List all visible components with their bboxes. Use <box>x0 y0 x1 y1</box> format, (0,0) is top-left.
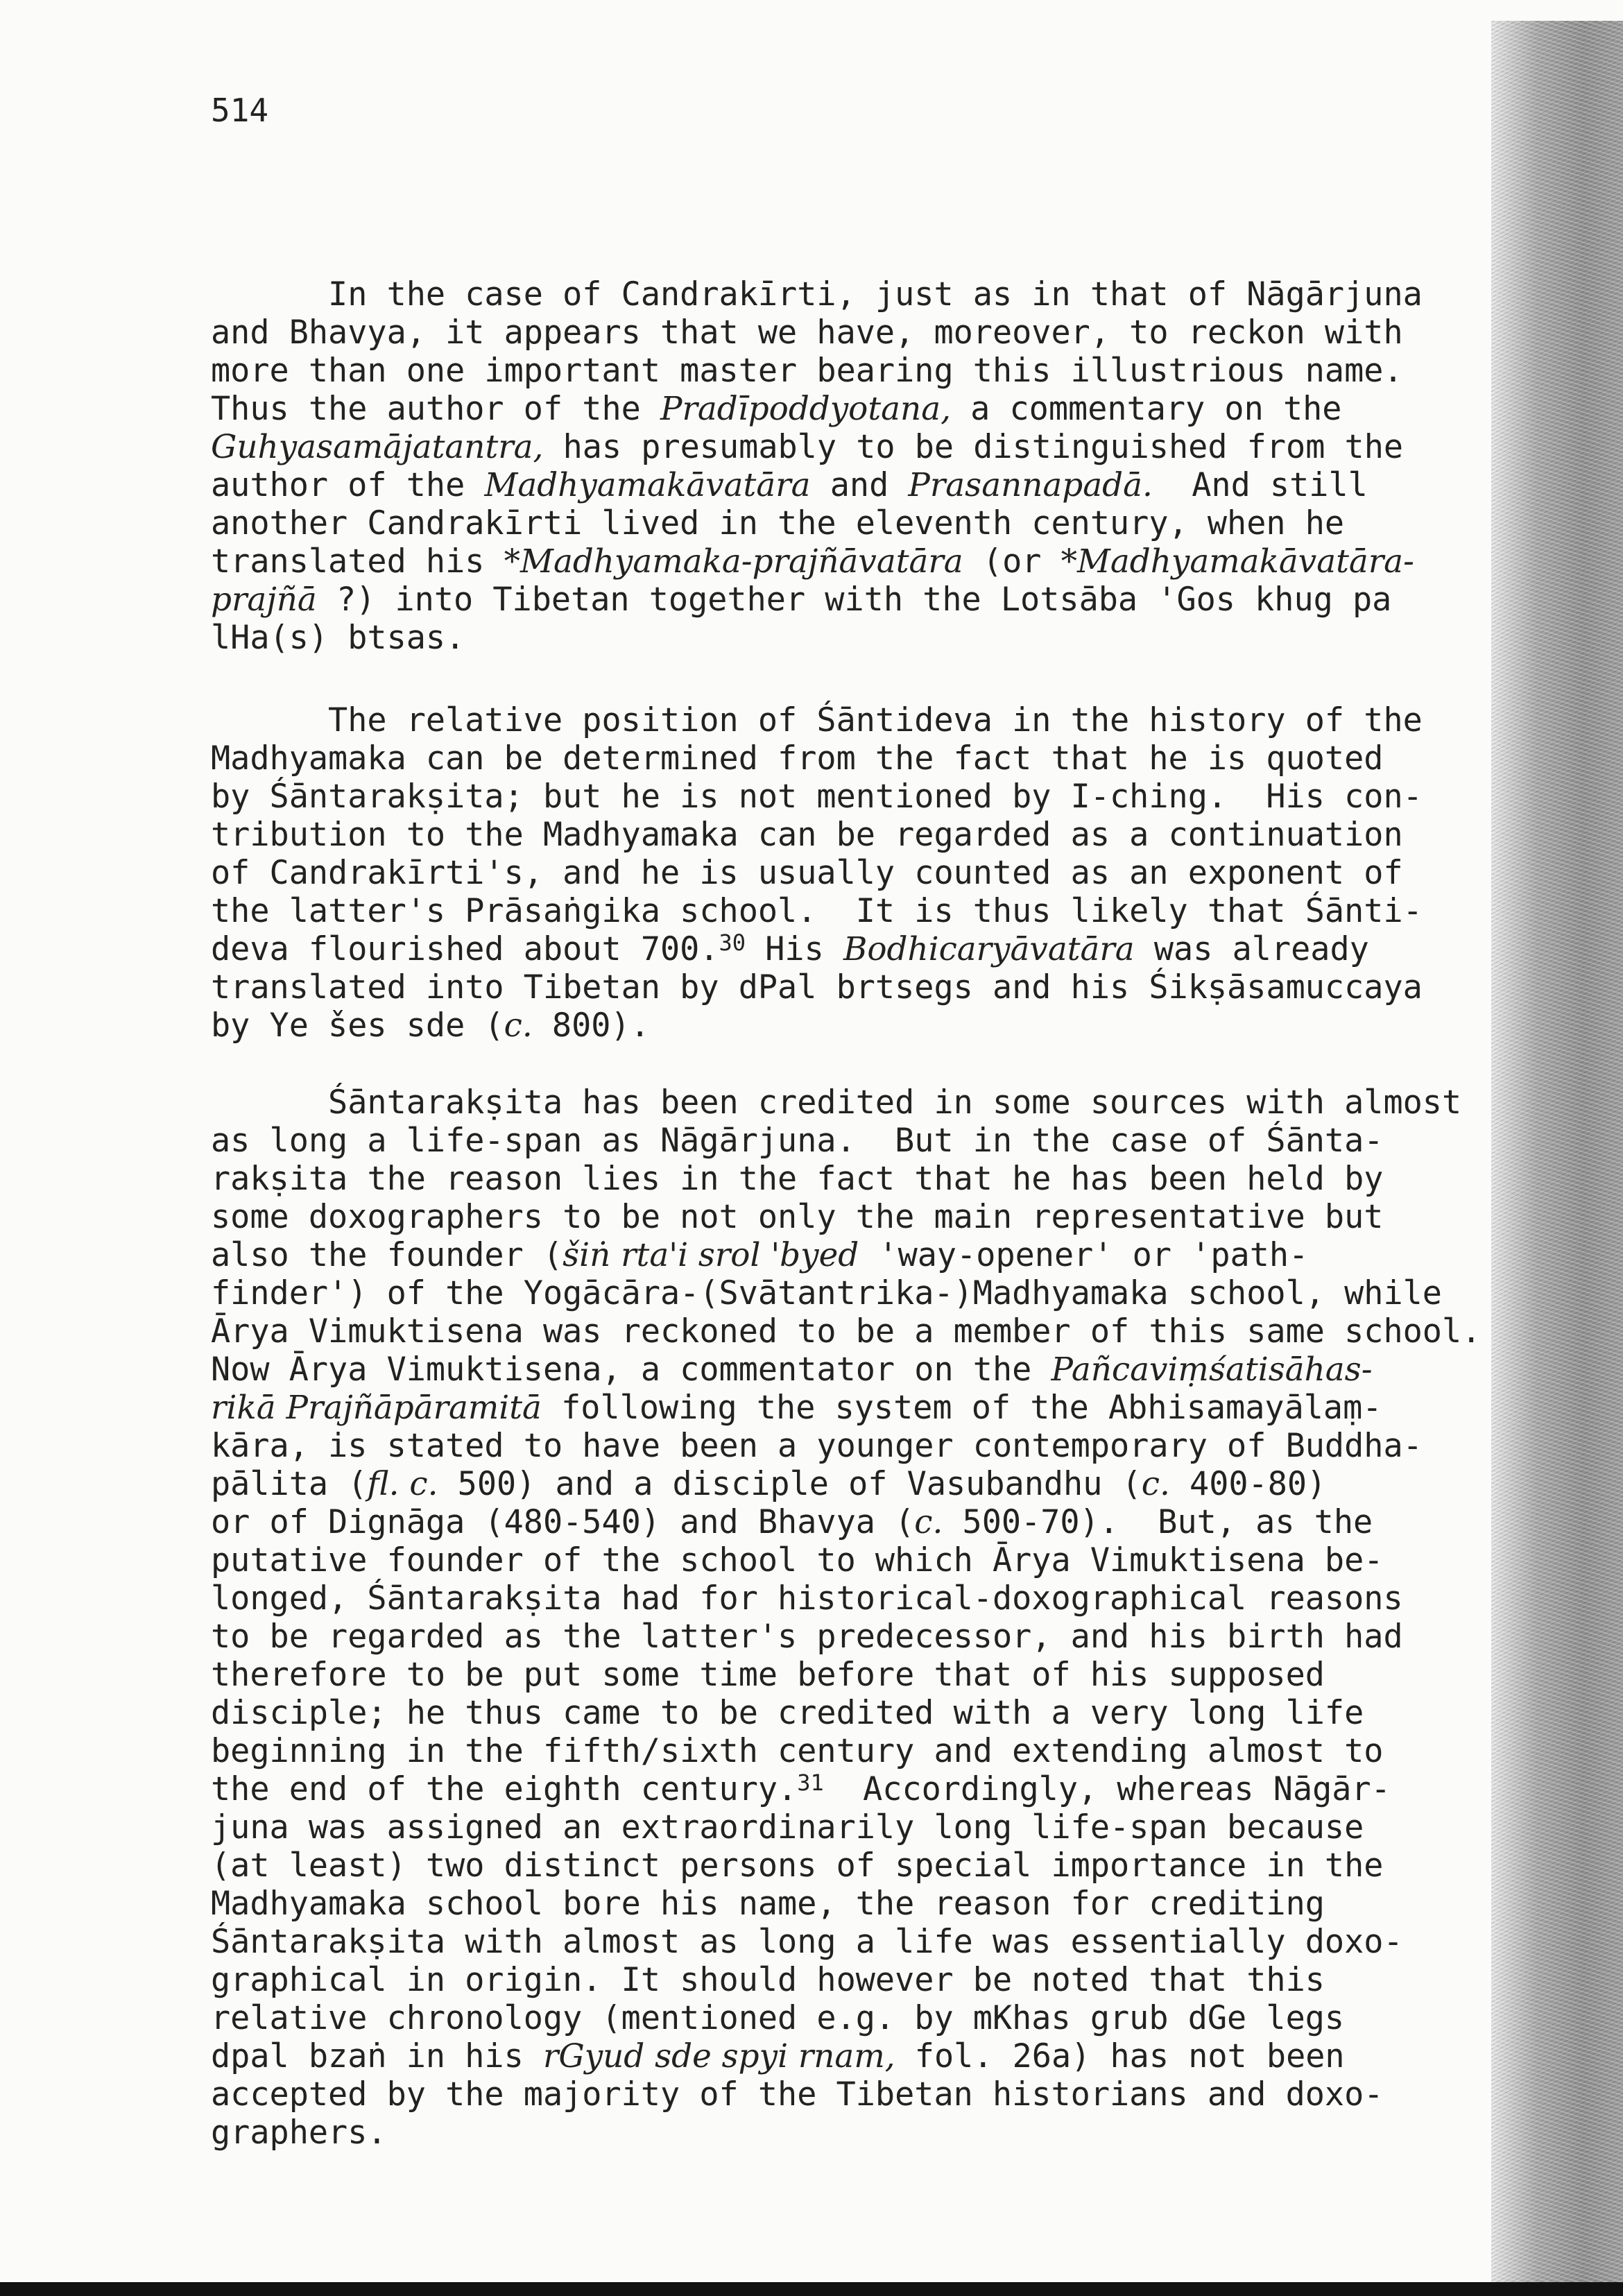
circa-abbrev: c. <box>1141 1466 1170 1503</box>
text-line: Śāntarakṣita has been credited in some sources with almost <box>211 1084 1462 1122</box>
text-line: as long a life-span as Nāgārjuna. But in the case of Śānta- <box>211 1122 1384 1160</box>
text-line: dpal bzaṅ in his <box>211 2038 543 2075</box>
text-line: 500) and a disciple of Vasubandhu ( <box>438 1466 1142 1503</box>
text-line: rakṣita the reason lies in the fact that he has been held by <box>211 1160 1384 1198</box>
text-line: of Candrakīrti's, and he is usually counted as an exponent of <box>211 855 1403 892</box>
text-line: tribution to the Madhyamaka can be regarded as a continuation <box>211 816 1403 854</box>
paragraph-2 <box>211 702 1423 1045</box>
title-prasannapada: Prasannapadā. <box>908 467 1153 504</box>
text-line: translated into Tibetan by dPal brtsegs and his Śikṣāsamuccaya <box>211 969 1423 1006</box>
text-line: disciple; he thus came to be credited with a very long life <box>211 1695 1364 1732</box>
title-bodhicaryavatara: Bodhicaryāvatāra <box>843 931 1135 968</box>
text-line: In the case of Candrakīrti, just as in that of Nāgārjuna <box>211 276 1423 314</box>
text-line: by Ye šes sde ( <box>211 1007 504 1045</box>
text-line: and Bhavya, it appears that we have, moreover, to reckon with <box>211 314 1403 352</box>
text-line: Śāntarakṣita with almost as long a life was essentially doxo- <box>211 1924 1403 1961</box>
bottom-edge <box>0 2282 1623 2296</box>
text-line: graphers. <box>211 2114 387 2152</box>
text-line: deva flourished about 700. <box>211 931 719 968</box>
text-line: (at least) two distinct persons of special importance in the <box>211 1847 1384 1885</box>
title-madhyamakavatara-prajna: *Madhyamakāvatāra- <box>1060 543 1414 581</box>
text-line: Accordingly, whereas Nāgār- <box>823 1771 1391 1808</box>
text-line: the end of the eighth century. <box>211 1771 798 1808</box>
title-prajna: prajñā <box>211 581 317 619</box>
page-number: 514 <box>211 92 269 129</box>
text-line: following the system of the Abhisamayālaṃ- <box>541 1389 1382 1427</box>
text-line: also the founder ( <box>211 1237 563 1274</box>
text-line: author of the <box>211 467 485 504</box>
paragraph-1 <box>211 276 1423 658</box>
text-line: graphical in origin. It should however be noted that this <box>211 1962 1325 1999</box>
text-line: was already <box>1134 931 1369 968</box>
footnote-marker-30: 30 <box>719 929 746 956</box>
text-line: more than one important master bearing this illustrious name. <box>211 352 1403 390</box>
text-line: Now Ārya Vimuktisena, a commentator on the <box>211 1351 1051 1389</box>
text-line: finder') of the Yogācāra-(Svātantrika-)Madhyamaka school, while <box>211 1275 1442 1312</box>
text-line: The relative position of Śāntideva in the history of the <box>211 702 1423 739</box>
text-line: 400-80) <box>1169 1466 1327 1503</box>
text-line: by Śāntarakṣita; but he is not mentioned by I-ching. His con- <box>211 778 1423 816</box>
text-line: 800). <box>532 1007 650 1045</box>
text-line: or of Dignāga (480-540) and Bhavya ( <box>211 1504 915 1541</box>
paragraph-3 <box>211 1084 1481 2152</box>
text-line: another Candrakīrti lived in the eleventh century, when he <box>211 505 1345 542</box>
text-line: putative founder of the school to which Ārya Vimuktisena be- <box>211 1542 1384 1579</box>
text-line: 'way-opener' or 'path- <box>859 1237 1309 1274</box>
text-line: kāra, is stated to have been a younger contemporary of Buddha- <box>211 1428 1423 1465</box>
title-madhyamakavatara: Madhyamakāvatāra <box>484 467 811 504</box>
title-rgyud-sde-spyi-rnam: rGyud sde spyi rnam, <box>542 2038 895 2075</box>
text-line: juna was assigned an extraordinarily long life-span because <box>211 1809 1364 1847</box>
text-line: Madhyamaka school bore his name, the reason for crediting <box>211 1885 1325 1923</box>
text-line: 500-70). But, as the <box>943 1504 1373 1541</box>
page-binding-shadow <box>1491 21 1623 2282</box>
text-line: translated his <box>211 543 504 581</box>
text-line: some doxographers to be not only the main representative but <box>211 1199 1384 1236</box>
text-line: beginning in the fifth/sixth century and extending almost to <box>211 1733 1384 1770</box>
tibetan-term: šiṅ rta'i srol 'byed <box>563 1237 859 1274</box>
text-line: And still <box>1152 467 1368 504</box>
title-madhyamaka-prajnavatara: *Madhyamaka-prajñāvatāra <box>504 543 963 581</box>
text-line: to be regarded as the latter's predecessor, and his birth had <box>211 1618 1403 1656</box>
text-line: a commentary on the <box>950 391 1342 428</box>
text-line: and <box>810 467 909 504</box>
circa-abbrev: c. <box>504 1007 533 1045</box>
text-line: has presumably to be distinguished from the <box>543 429 1404 466</box>
text-line: His <box>746 931 843 968</box>
text-line: accepted by the majority of the Tibetan historians and doxo- <box>211 2076 1384 2114</box>
text-line: ?) into Tibetan together with the Lotsāba 'Gos khug pa <box>316 581 1392 619</box>
text-line: the latter's Prāsaṅgika school. It is thus likely that Śānti- <box>211 893 1423 930</box>
circa-abbrev: c. <box>914 1504 943 1541</box>
title-pradipoddyotana: Pradīpoddyotana, <box>660 391 951 428</box>
floruit-abbrev: fl. c. <box>367 1466 438 1503</box>
title-pancavimsatisahasrika: Pañcaviṃśatisāhas- <box>1051 1351 1373 1389</box>
text-line: Madhyamaka can be determined from the fact that he is quoted <box>211 740 1384 778</box>
text-line: therefore to be put some time before that of his supposed <box>211 1656 1325 1694</box>
text-line: lHa(s) btsas. <box>211 619 465 657</box>
text-line: Thus the author of the <box>211 391 661 428</box>
footnote-marker-31: 31 <box>797 1770 824 1796</box>
text-line: pālita ( <box>211 1466 368 1503</box>
text-line: (or <box>963 543 1061 581</box>
text-line: longed, Śāntarakṣita had for historical-doxographical reasons <box>211 1580 1403 1618</box>
text-line: fol. 26a) has not been <box>895 2038 1345 2075</box>
text-line: relative chronology (mentioned e.g. by mKhas grub dGe legs <box>211 2000 1345 2037</box>
title-prajnaparamita: rikā Prajñāpāramitā <box>211 1389 542 1427</box>
text-line: Ārya Vimuktisena was reckoned to be a member of this same school. <box>211 1313 1482 1351</box>
title-guhyasamajatantra: Guhyasamājatantra, <box>211 429 544 466</box>
